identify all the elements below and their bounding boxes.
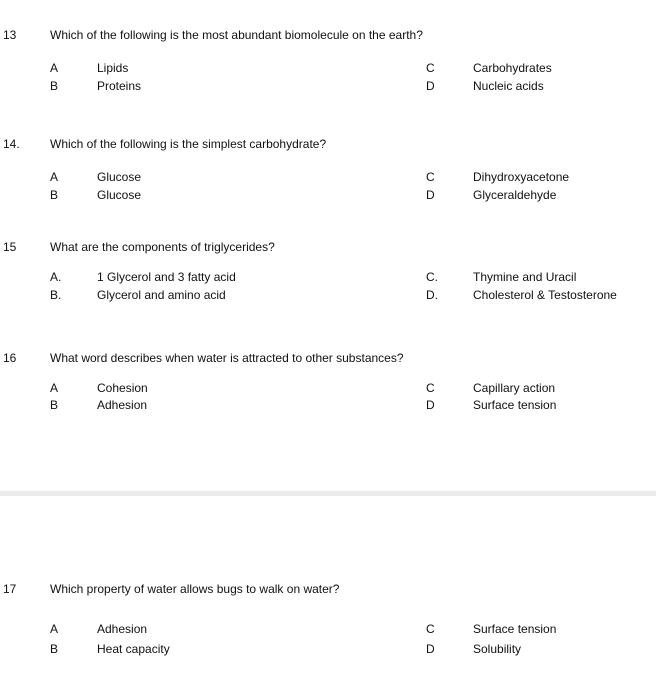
- option-letter: A: [50, 622, 59, 636]
- option-text: Carbohydrates: [473, 61, 552, 75]
- question-text: What are the components of triglycerides?: [50, 240, 275, 254]
- question-text: Which of the following is the most abundant biomolecule on the earth?: [50, 28, 423, 42]
- option-letter: D: [426, 642, 435, 656]
- option-letter: A: [50, 381, 59, 395]
- question-number: 13: [3, 28, 17, 42]
- option-letter: D: [426, 79, 435, 93]
- option-text: Adhesion: [97, 398, 148, 412]
- question-number: 14.: [3, 137, 20, 151]
- option-letter: D.: [426, 288, 438, 302]
- option-letter: B: [50, 79, 59, 93]
- option-letter: A: [50, 61, 59, 75]
- option-text: Dihydroxyacetone: [473, 170, 570, 184]
- question-number: 17: [3, 582, 17, 596]
- option-letter: C.: [426, 270, 438, 284]
- question-text: Which property of water allows bugs to walk on water?: [50, 582, 340, 596]
- option-letter: B.: [50, 288, 62, 302]
- option-text: Proteins: [97, 79, 142, 93]
- option-letter: B: [50, 642, 59, 656]
- option-letter: A: [50, 170, 59, 184]
- option-text: Surface tension: [473, 398, 557, 412]
- question-number: 16: [3, 351, 17, 365]
- question-text: What word describes when water is attracted to other substances?: [50, 351, 404, 365]
- option-text: Glucose: [97, 188, 142, 202]
- option-letter: C: [426, 381, 435, 395]
- option-text: Solubility: [473, 642, 522, 656]
- option-text: 1 Glycerol and 3 fatty acid: [97, 270, 236, 284]
- option-text: Capillary action: [473, 381, 556, 395]
- question-text: Which of the following is the simplest carbohydrate?: [50, 137, 327, 151]
- option-letter: B: [50, 398, 59, 412]
- option-letter: D: [426, 188, 435, 202]
- option-text: Surface tension: [473, 622, 557, 636]
- option-letter: C: [426, 622, 435, 636]
- option-text: Thymine and Uracil: [473, 270, 577, 284]
- option-text: Cohesion: [97, 381, 148, 395]
- question-number: 15: [3, 240, 17, 254]
- option-letter: B: [50, 188, 59, 202]
- option-letter: C: [426, 170, 435, 184]
- option-text: Adhesion: [97, 622, 148, 636]
- page-break-divider: [0, 491, 656, 496]
- option-text: Lipids: [97, 61, 129, 75]
- option-text: Glycerol and amino acid: [97, 288, 226, 302]
- option-letter: A.: [50, 270, 62, 284]
- option-text: Glyceraldehyde: [473, 188, 557, 202]
- option-letter: C: [426, 61, 435, 75]
- option-text: Glucose: [97, 170, 142, 184]
- option-text: Heat capacity: [97, 642, 170, 656]
- option-text: Nucleic acids: [473, 79, 544, 93]
- option-letter: D: [426, 398, 435, 412]
- option-text: Cholesterol & Testosterone: [473, 288, 617, 302]
